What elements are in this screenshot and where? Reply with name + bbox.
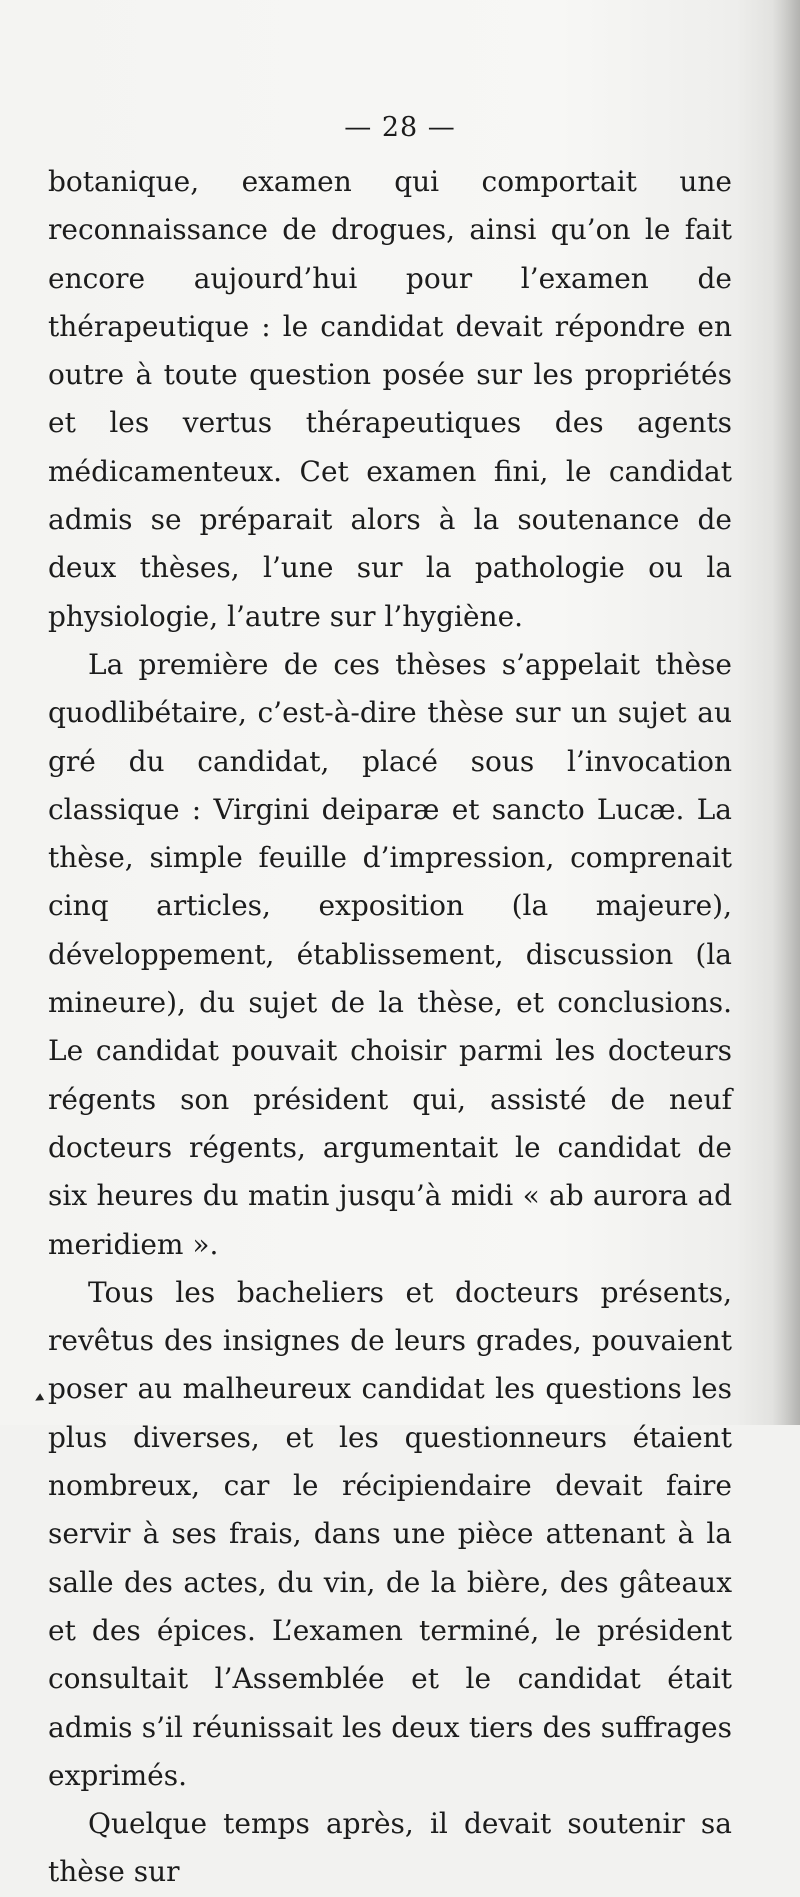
paragraph-2: La première de ces thèses s’appelait thèse quodlibétaire, c’est-à-dire thèse sur un sujet au gré du candidat, placé sous l’invocation classique : Virgini deiparæ et sancto Lucæ. La thèse, simple feuille d’impression, comprenait cinq articles, exposition (la majeure), développement, établissement, discussion (la mineure), du sujet de la thèse, et conclusions. Le candidat pouvait choisir parmi les docteurs régents son président qui, assisté de neuf docteurs régents, argumentait le candidat de six heures du matin jusqu’à midi « ab aurora ad meridiem ». bbox=[48, 647, 732, 1261]
page-number: — 28 — bbox=[344, 112, 456, 143]
paragraph-3: Tous les bacheliers et docteurs présents, revêtus des insignes de leurs grades, pouvaient poser au malheureux candidat les questions les plus diverses, et les questionneurs étaient nombreux, car le récipiendaire devait faire servir à ses frais, dans une pièce attenant à la salle des actes, du vin, de la bière, des gâteaux et des épices. L’examen terminé, le président consultait l’Assemblée et le candidat était admis s’il réunissait les deux tiers des suffrages exprimés. bbox=[48, 1275, 732, 1792]
body-text bbox=[48, 158, 732, 1897]
page-gutter-shadow bbox=[772, 0, 800, 1425]
paragraph-4: Quelque temps après, il devait soutenir sa thèse sur bbox=[48, 1807, 732, 1889]
paragraph-1: botanique, examen qui comportait une reconnaissance de drogues, ainsi qu’on le fait encore aujourd’hui pour l’examen de thérapeutique : le candidat devait répondre en outre à toute question posée sur les propriétés et les vertus thérapeutiques des agents médicamenteux. Cet examen fini, le candidat admis se préparait alors à la soutenance de deux thèses, l’une sur la pathologie ou la physiologie, l’autre sur l’hygiène. bbox=[48, 165, 732, 633]
ink-mark: ◂ bbox=[29, 1387, 47, 1408]
